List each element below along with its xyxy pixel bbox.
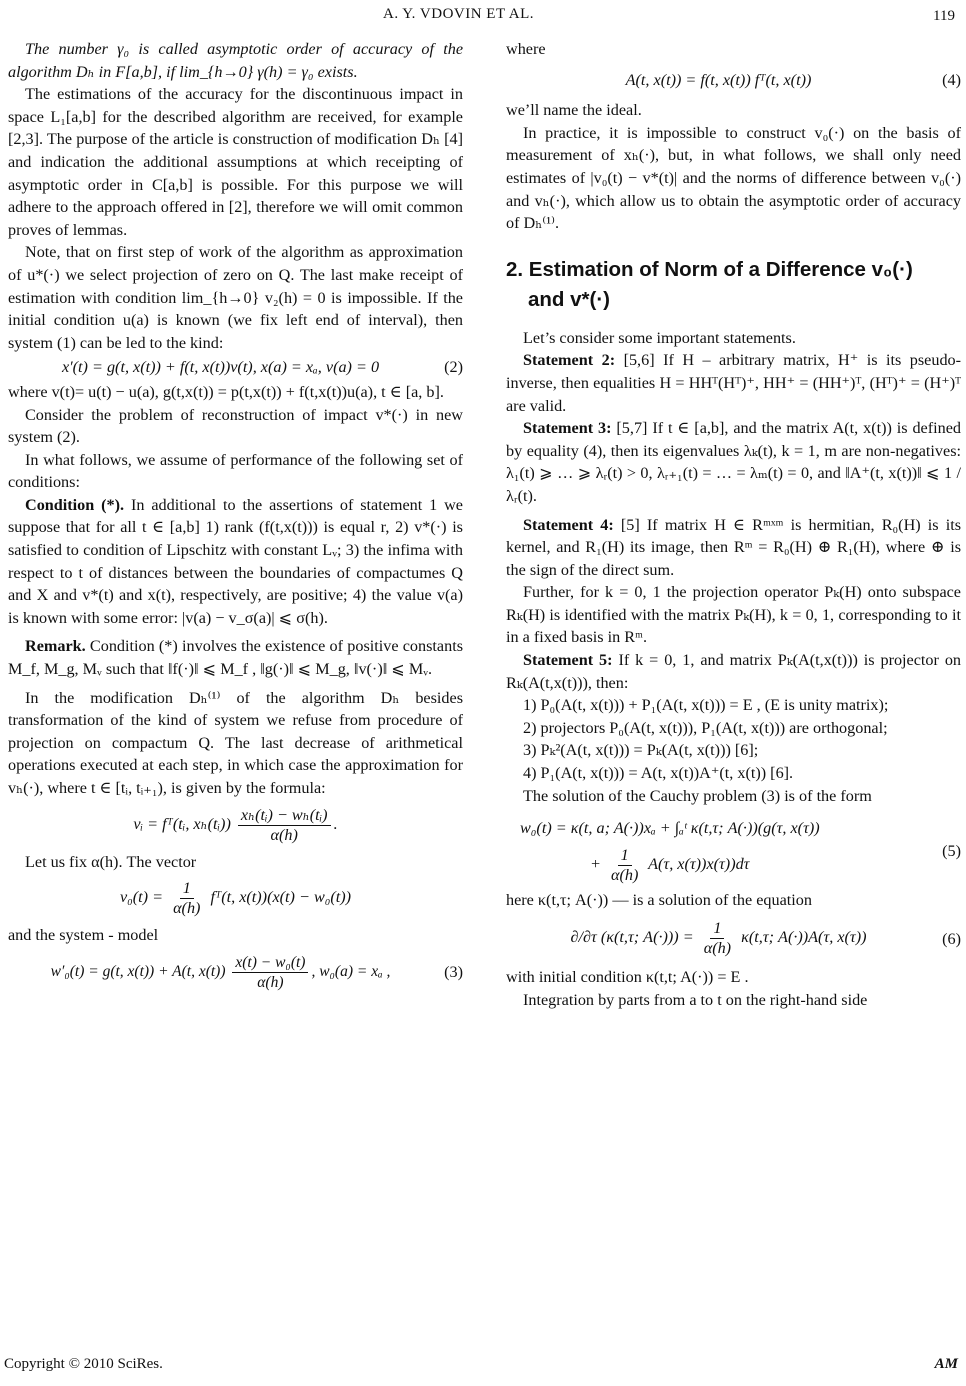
- equation-6-numerator: 1: [710, 919, 724, 939]
- paragraph-estimations: The estimations of the accuracy for the discontinuous impact in space L₁[a,b] for the described algorithm are received, for example [2,3]. The purpose of the article is construction of modification Dₕ [4] and indication the additional assumptions at which receipting of asymptotic order in C[a,b] is possible. For this purpose we will adhere to the approach offered in [2], therefore we will omit common proves of lemmas.: [8, 85, 463, 239]
- statement-2-label: Statement 2:: [523, 351, 616, 370]
- condition-text: In additional to the assertions of statement 1 we suppose that for all t ∈ [a,b] 1) rank (f(t,x(t))) is equal r, 2) v*(·) is satisfied to condition of Lipschitz with constant Lᵥ; 3) the infima with respect to t of distances between the boundaries of compactumes Q and X and v*(t) and x(t), respectively, are positive; 4) the value v(a) is known with some error: |v(a) − v_σ(a)| ⩽ σ(h).: [8, 495, 463, 627]
- statement-3-label: Statement 3:: [523, 419, 612, 438]
- statement-5-label: Statement 5:: [523, 651, 613, 670]
- paragraph-condition: [8, 494, 463, 630]
- equation-6-lhs: ∂/∂τ (κ(t,τ; A(·))) =: [570, 928, 694, 947]
- equation-5-body: [506, 817, 931, 885]
- section-heading-line2: and v*(·): [528, 287, 610, 311]
- page-footer: [0, 1356, 966, 1378]
- paragraph-integration: Integration by parts from a to t on the right-hand side: [523, 991, 868, 1009]
- remark-label: Remark.: [25, 637, 86, 656]
- equation-v0-denominator: α(h): [173, 899, 201, 918]
- equation-5-denominator: α(h): [610, 865, 639, 884]
- equation-5-line-2: [520, 846, 931, 885]
- equation-vi-denominator: α(h): [270, 825, 298, 844]
- section-heading-line1: 2. Estimation of Norm of a Difference v₀(·): [506, 257, 913, 281]
- equation-6-number: (6): [942, 929, 961, 948]
- equation-4-number: (4): [942, 70, 961, 89]
- equation-5-number: (5): [942, 841, 961, 860]
- paragraph-ideal: we’ll name the ideal.: [506, 101, 642, 120]
- paragraph-statement-2: [506, 349, 961, 417]
- equation-5-tail: A(τ, x(τ))x(τ))dτ: [648, 855, 750, 874]
- paragraph-assume: In what follows, we assume of performance of the following set of conditions:: [8, 450, 463, 492]
- paragraph-modification: In the modification Dₕ⁽¹⁾ of the algorithm Dₕ besides transformation of the kind of system we refuse from procedure of projection on compactum Q. The last decrease of arithmetical operations executed at each step, in which case the approximation for vₕ(·), where t ∈ [tᵢ, tᵢ₊₁), is given by the formula:: [8, 688, 463, 797]
- equation-vi-lhs: vᵢ = fᵀ(tᵢ, xₕ(tᵢ)): [133, 814, 231, 833]
- paragraph-system-model: and the system - model: [8, 926, 159, 945]
- equation-3-body: [8, 953, 433, 992]
- equation-vi-body: vᵢ = fᵀ(tᵢ, xₕ(tᵢ)) $\frac{\text{xₕ(tᵢ) − wₕ(tᵢ)}}{\alpha(h)}$ .: [133, 805, 338, 844]
- paragraph-fix-alpha: Let us fix α(h). The vector: [25, 852, 197, 871]
- statement-4-text: [5] If matrix H ∈ Rᵐˣᵐ is hermitian, R₀(H) is its kernel, and R₁(H) its image, then Rᵐ = R₀(H) ⊕ R₁(H), where ⊕ is the sign of the direct sum.: [506, 515, 962, 579]
- equation-v0-body: [8, 879, 463, 918]
- paragraph-where: where: [506, 40, 546, 58]
- equation-2-number: (2): [444, 358, 463, 377]
- paragraph-consider: Consider the problem of reconstruction of impact v*(·) in new system (2).: [8, 405, 463, 447]
- statement-5-list: [506, 694, 961, 784]
- equation-vi-numerator: xₕ(tᵢ) − wₕ(tᵢ): [238, 806, 331, 826]
- equation-6-fraction: [701, 919, 734, 958]
- paragraph-statement-3: [506, 417, 961, 507]
- copyright-notice: Copyright © 2010 SciRes.: [4, 1356, 163, 1372]
- paragraph-solution: The solution of the Cauchy problem (3) is of the form: [523, 786, 872, 805]
- statement-4-label: Statement 4:: [523, 515, 614, 534]
- paragraph-remark: [8, 635, 463, 680]
- equation-3-denominator: α(h): [257, 973, 284, 991]
- paragraph-statement-4: [506, 514, 961, 582]
- equation-v0-numerator: 1: [180, 879, 194, 899]
- right-column: [506, 38, 961, 1012]
- equation-3-number: (3): [444, 962, 463, 981]
- paragraph-further: Further, for k = 0, 1 the projection operator Pₖ(H) onto subspace Rₖ(H) is identified with the matrix Pₖ(H), k = 0, 1, corresponding to it in a fixed basis in Rᵐ.: [506, 583, 961, 647]
- list-item: 2) projectors P₀(A(t, x(t))), P₁(A(t, x(t))) are orthogonal;: [523, 718, 888, 737]
- journal-abbreviation: AM: [934, 1356, 958, 1372]
- statement-2-text: [5,6] If H – arbitrary matrix, H⁺ is its pseudo-inverse, then equalities H = HHᵀ(Hᵀ)⁺, HH⁺ = (HH⁺)ᵀ, (Hᵀ)⁺ = (H⁺)ᵀ are valid.: [506, 351, 962, 415]
- equation-4-body: A(t, x(t)) = f(t, x(t)) fᵀ(t, x(t)): [625, 70, 812, 89]
- equation-v0-lhs: v₀(t) =: [119, 888, 164, 907]
- list-item: 1) P₀(A(t, x(t))) + P₁(A(t, x(t))) = E , (E is unity matrix);: [523, 696, 889, 715]
- paragraph-initial-condition: with initial condition κ(t,t; A(·)) = E .: [506, 968, 749, 987]
- equation-v0: [8, 879, 463, 918]
- equation-3-numerator: x(t) − w₀(t): [232, 953, 308, 973]
- paragraph-definition: The number γ₀ is called asymptotic order of accuracy of the algorithm Dₕ in F[a,b], if lim_{h→0} γ(h) = γ₀ exists.: [8, 40, 463, 81]
- equation-v0-fraction: [170, 879, 203, 918]
- equation-v0-rhs: fᵀ(t, x(t))(x(t) − w₀(t)): [210, 888, 352, 907]
- condition-label: Condition (*).: [25, 495, 125, 514]
- equation-5-fraction: [608, 846, 641, 885]
- statement-5-text: If k = 0, 1, and matrix Pₖ(A(t,x(t))) is projector on Rₖ(A(t,x(t))), then:: [506, 651, 962, 692]
- equation-5-numerator: 1: [618, 846, 632, 866]
- equation-vi-fraction: [238, 806, 331, 845]
- paragraph-statement-5: [506, 649, 961, 694]
- equation-2: [8, 356, 463, 379]
- equation-6: [506, 919, 961, 958]
- equation-vi: [8, 806, 463, 845]
- equation-4: [506, 69, 961, 92]
- equation-6-body: [506, 919, 931, 958]
- paragraph-consider-statements: Let’s consider some important statements.: [523, 328, 796, 347]
- statement-3-text: [5,7] If t ∈ [a,b], and the matrix A(t, x(t)) is defined by equality (4), then its eigenvalues λₖ(t), k = 1, m are non-negatives: λ₁(t) ⩾ … ⩾ λᵣ(t) > 0, λᵣ₊₁(t) = … = λₘ(t) = 0, and ‖A⁺(t, x(t))‖ ⩽ 1 / λᵣ(t).: [506, 419, 962, 505]
- equation-5-plus: +: [590, 855, 601, 874]
- equation-6-rhs: κ(t,τ; A(·))A(τ, x(τ)): [741, 928, 867, 947]
- equation-2-body: x′(t) = g(t, x(t)) + f(t, x(t))v(t), x(a) = xₐ, v(a) = 0: [61, 358, 380, 377]
- section-heading: [506, 255, 961, 315]
- equation-3-fraction: [232, 953, 308, 992]
- equation-6-denominator: α(h): [703, 939, 732, 958]
- running-header: [0, 2, 966, 32]
- equation-3-lhs: w′₀(t) = g(t, x(t)) + A(t, x(t)): [50, 962, 226, 980]
- running-title: A. Y. VDOVIN ET AL.: [383, 6, 535, 22]
- page-number: 119: [933, 8, 955, 24]
- equation-3: [8, 953, 463, 992]
- paragraph-practice: In practice, it is impossible to construct v₀(·) on the basis of measurement of xₕ(·), but, in what follows, we shall only need estimates of |v₀(t) − v*(t)| and the norms of difference between v₀(·) and vₕ(·), which allow us to obtain the asymptotic order of accuracy of Dₕ⁽¹⁾.: [506, 123, 961, 233]
- list-item: 3) Pₖ²(A(t, x(t))) = Pₖ(A(t, x(t))) [6];: [523, 741, 759, 760]
- left-column: [8, 38, 463, 998]
- equation-5: [506, 817, 961, 885]
- equation-3-rhs: , w₀(a) = xₐ ,: [311, 962, 391, 980]
- paragraph-note: Note, that on first step of work of the algorithm as approximation of u*(·) we select projection of zero on Q. The last make receipt of estimation with condition lim_{h→0} v₂(h) = 0 is impossible. If the initial condition u(a) is known (we fix left end of interval), then system (1) can be led to the kind:: [8, 243, 463, 352]
- list-item: 4) P₁(A(t, x(t))) = A(t, x(t))A⁺(t, x(t)) [6].: [523, 764, 794, 783]
- paragraph-where-v: where v(t)= u(t) − u(a), g(t,x(t)) = p(t,x(t)) + f(t,x(t))u(a), t ∈ [a, b].: [8, 382, 444, 401]
- paragraph-here: here κ(t,τ; A(·)) — is a solution of the equation: [506, 890, 812, 909]
- equation-5-line-1: w₀(t) = κ(t, a; A(·))xₐ + ∫ₐᵗ κ(t,τ; A(·))(g(τ, x(τ)): [520, 819, 820, 838]
- remark-text: Condition (*) involves the existence of positive constants M_f, M_g, Mᵥ such that ‖f(·)‖ ⩽ M_f , ‖g(·)‖ ⩽ M_g, ‖v(·)‖ ⩽ Mᵥ.: [8, 637, 463, 679]
